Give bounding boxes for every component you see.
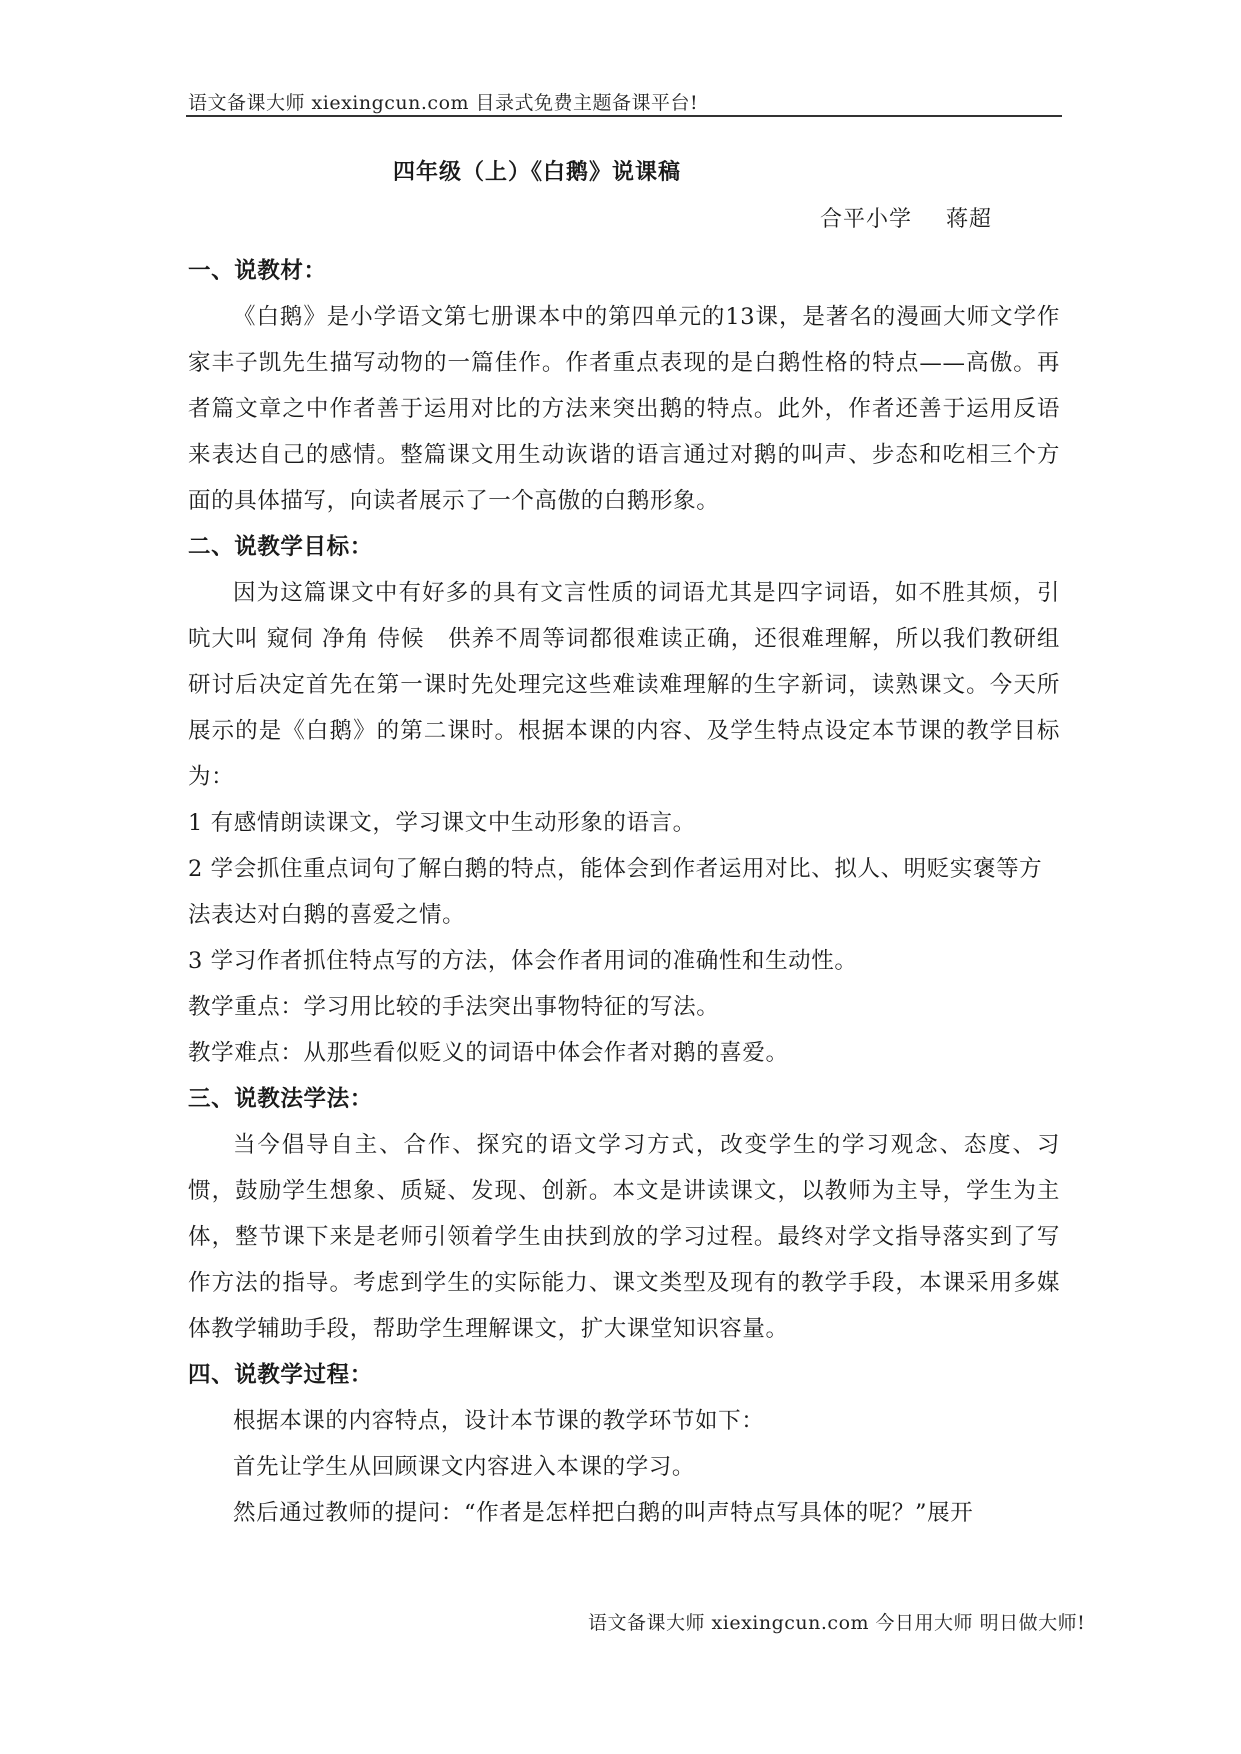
section-2-paragraph: 因为这篇课文中有好多的具有文言性质的词语尤其是四字词语，如不胜其烦，引吭大叫 窥伺 净角 侍候 供养不周等词都很难读正确，还很难理解，所以我们教研组研讨后决定首先在第一课时先处理完这些难读难理解的生字新词，读熟课文。今天所展示的是《白鹅》的第二课时。根据本课的内容、及学生特点设定本节课的教学目标为： (188, 580, 1060, 790)
section-heading-2: 二、说教学目标： (188, 534, 373, 560)
teaching-key-point: 教学重点：学习用比较的手法突出事物特征的写法。 (188, 994, 720, 1020)
section-4-paragraph-2: 首先让学生从回顾课文内容进入本课的学习。 (233, 1454, 696, 1480)
section-4-paragraph-3: 然后通过教师的提问：“作者是怎样把白鹅的叫声特点写具体的呢？”展开 (233, 1500, 974, 1526)
author-name: 蒋超 (946, 207, 993, 232)
page-header: 语文备课大师 xiexingcun.com 目录式免费主题备课平台! (188, 92, 699, 114)
goal-1: 1 有感情朗读课文，学习课文中生动形象的语言。 (188, 810, 696, 836)
author-school: 合平小学 (820, 207, 913, 232)
page-footer: 语文备课大师 xiexingcun.com 今日用大师 明日做大师! (588, 1612, 1086, 1634)
teaching-difficulty: 教学难点：从那些看似贬义的词语中体会作者对鹅的喜爱。 (188, 1040, 789, 1066)
document-title: 四年级（上）《白鹅》说课稿 (393, 159, 682, 185)
section-heading-3: 三、说教法学法： (188, 1086, 373, 1112)
document-body (188, 248, 1060, 1536)
section-heading-4: 四、说教学过程： (188, 1362, 373, 1388)
author-line (820, 202, 992, 233)
section-heading-1: 一、说教材： (188, 258, 327, 284)
header-rule (186, 115, 1062, 117)
goal-3: 3 学习作者抓住特点写的方法，体会作者用词的准确性和生动性。 (188, 948, 858, 974)
section-3-paragraph: 当今倡导自主、合作、探究的语文学习方式，改变学生的学习观念、态度、习惯，鼓励学生想象、质疑、发现、创新。本文是讲读课文，以教师为主导，学生为主体，整节课下来是老师引领着学生由扶到放的学习过程。最终对学文指导落实到了写作方法的指导。考虑到学生的实际能力、课文类型及现有的教学手段，本课采用多媒体教学辅助手段，帮助学生理解课文，扩大课堂知识容量。 (188, 1132, 1060, 1342)
section-4-paragraph-1: 根据本课的内容特点，设计本节课的教学环节如下： (233, 1408, 765, 1434)
section-1-paragraph: 《白鹅》是小学语文第七册课本中的第四单元的13课，是著名的漫画大师文学作家丰子凯先生描写动物的一篇佳作。作者重点表现的是白鹅性格的特点——高傲。再者篇文章之中作者善于运用对比的方法来突出鹅的特点。此外，作者还善于运用反语来表达自己的感情。整篇课文用生动诙谐的语言通过对鹅的叫声、步态和吃相三个方面的具体描写，向读者展示了一个高傲的白鹅形象。 (188, 304, 1060, 514)
goal-2: 2 学会抓住重点词句了解白鹅的特点，能体会到作者运用对比、拟人、明贬实褒等方法表达对白鹅的喜爱之情。 (188, 856, 1043, 928)
